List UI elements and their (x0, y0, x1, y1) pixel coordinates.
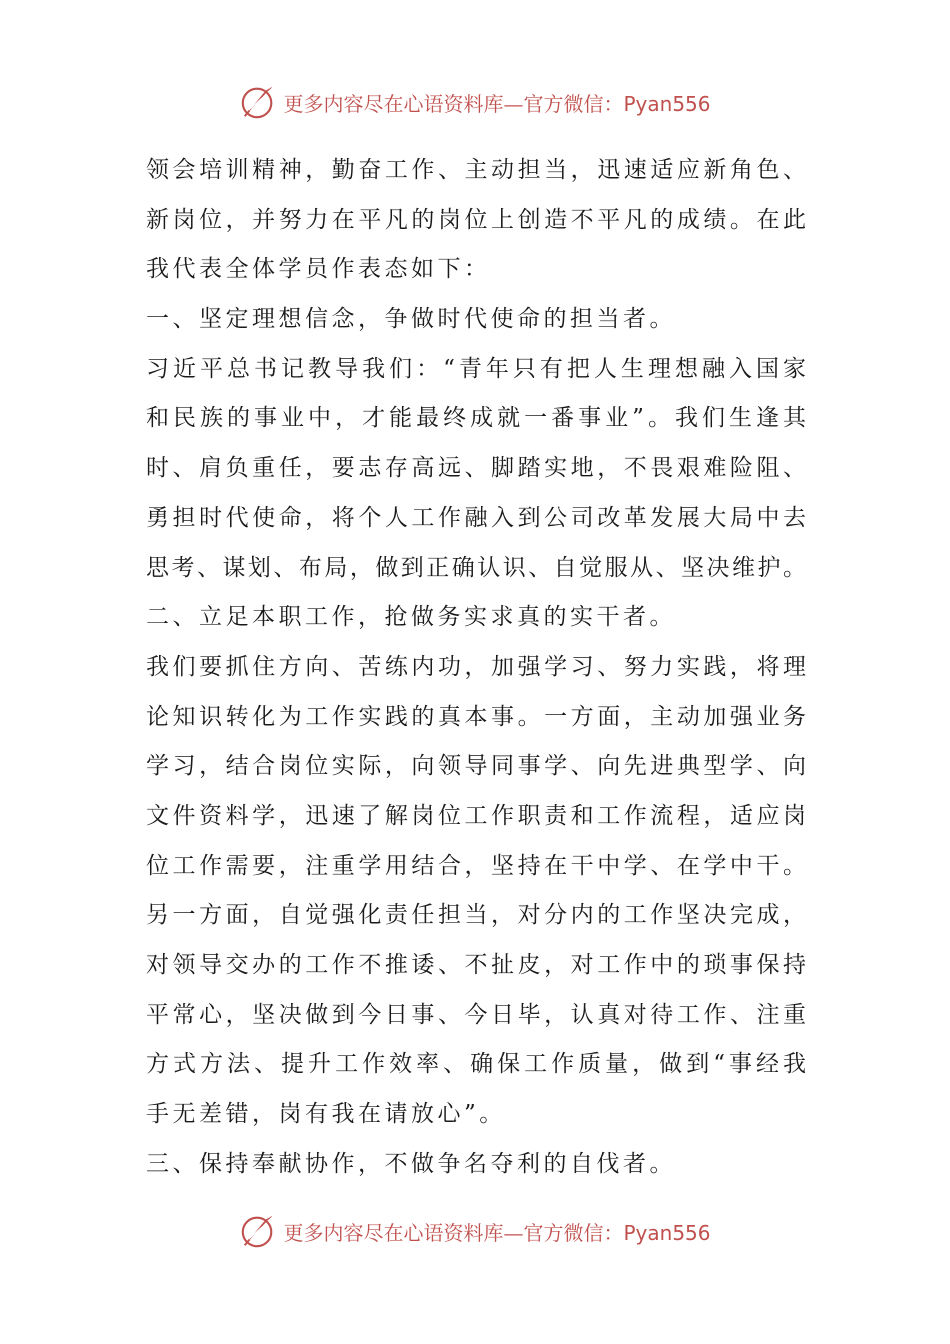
text-line: 我们要抓住方向、苦练内功，加强学习、努力实践，将理 (146, 653, 806, 680)
text-line: 思考、谋划、布局，做到正确认识、自觉服从、坚决维护。 (146, 554, 806, 581)
text-line: 勇担时代使命，将个人工作融入到公司改革发展大局中去 (146, 504, 806, 531)
wechat-handle: Pyan556 (623, 1220, 711, 1245)
text-line: 新岗位，并努力在平凡的岗位上创造不平凡的成绩。在此 (146, 206, 806, 233)
wechat-handle: Pyan556 (623, 91, 711, 116)
text-line: 方式方法、提升工作效率、确保工作质量，做到“事经我 (146, 1051, 806, 1078)
text-line: 论知识转化为工作实践的真本事。一方面，主动加强业务 (146, 703, 806, 730)
text-line: 对领导交办的工作不推诿、不扯皮，对工作中的琐事保持 (146, 952, 806, 978)
text-line: 学习，结合岗位实际，向领导同事学、向先进典型学、向 (146, 753, 806, 780)
text-line: 三、保持奉献协作，不做争名夺利的自伐者。 (146, 1150, 676, 1177)
quill-pen-logo-icon (239, 83, 277, 121)
text-line: 我代表全体学员作表态如下： (146, 256, 491, 283)
text-line: 二、立足本职工作，抢做务实求真的实干者。 (146, 604, 676, 631)
text-line: 手无差错，岗有我在请放心”。 (146, 1101, 506, 1128)
text-line: 和民族的事业中，才能最终成就一番事业”。我们生逢其 (146, 405, 806, 432)
banner-text: 更多内容尽在心语资料库—官方微信：Pyan556 (283, 91, 711, 116)
header-watermark-banner (0, 80, 950, 124)
document-body (146, 146, 806, 1189)
quill-pen-logo-icon (239, 1212, 277, 1250)
text-line: 习近平总书记教导我们：“青年只有把人生理想融入国家 (146, 355, 806, 382)
text-line: 一、坚定理想信念，争做时代使命的担当者。 (146, 306, 676, 333)
footer-watermark-banner (0, 1209, 950, 1253)
text-line: 文件资料学，迅速了解岗位工作职责和工作流程，适应岗 (146, 802, 806, 829)
text-line: 另一方面，自觉强化责任担当，对分内的工作坚决完成， (146, 902, 806, 929)
banner-text: 更多内容尽在心语资料库—官方微信：Pyan556 (283, 1220, 711, 1245)
text-line: 时、肩负重任，要志存高远、脚踏实地，不畏艰难险阻、 (146, 455, 806, 482)
text-line: 平常心，坚决做到今日事、今日毕，认真对待工作、注重 (146, 1001, 806, 1028)
text-line: 领会培训精神，勤奋工作、主动担当，迅速适应新角色、 (146, 157, 806, 183)
text-line: 位工作需要，注重学用结合，坚持在干中学、在学中干。 (146, 852, 806, 879)
